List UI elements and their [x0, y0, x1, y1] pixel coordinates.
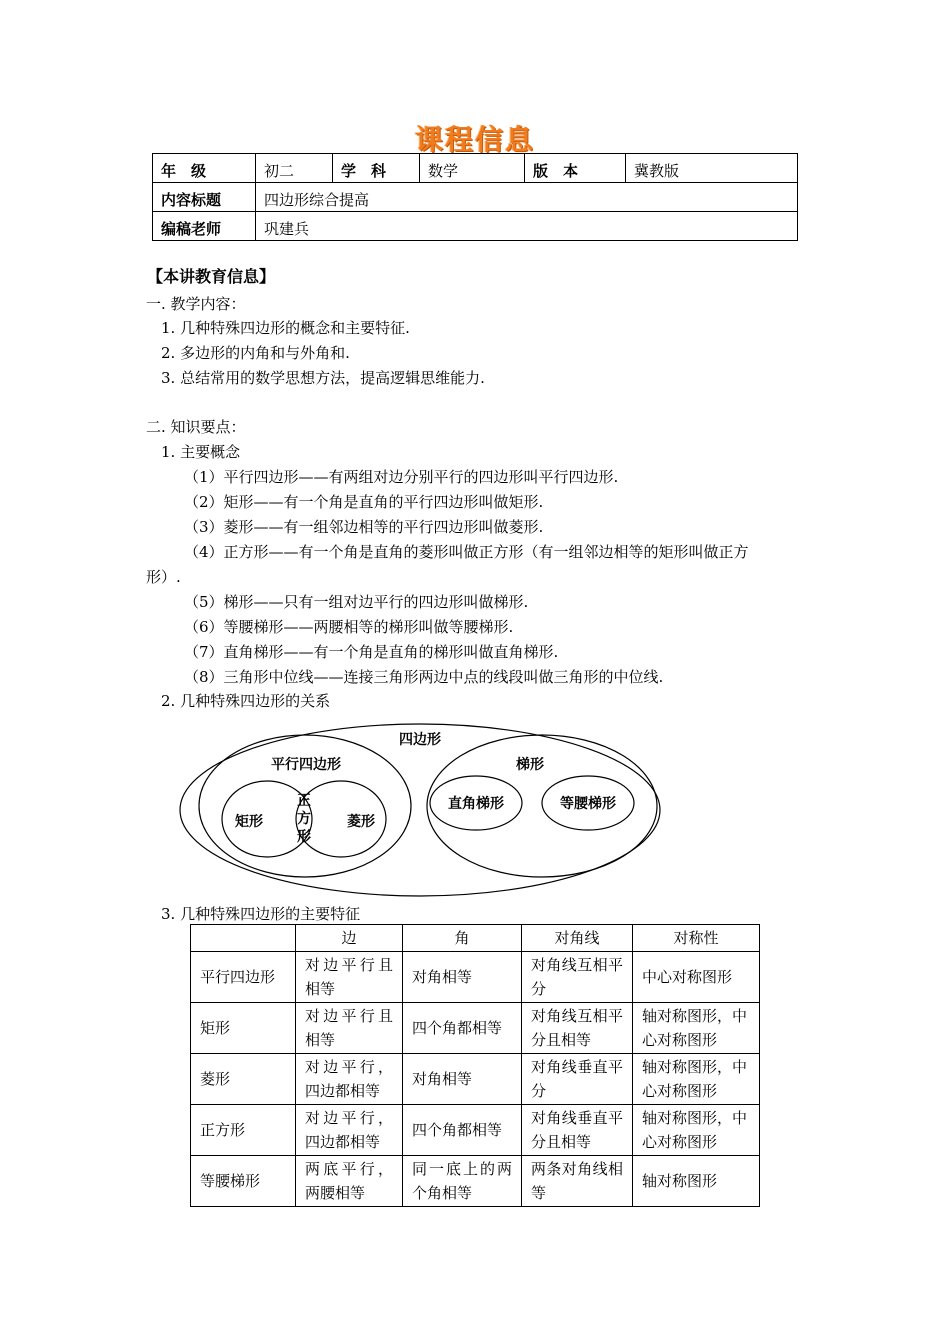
angle-feature: 四个角都相等: [403, 1003, 522, 1054]
concept-1: （1）平行四边形——有两组对边分别平行的四边形叫平行四边形.: [184, 468, 619, 486]
table-row: [191, 1105, 760, 1156]
venn-rectangle-label: 矩形: [235, 814, 263, 830]
venn-square-label-2: 方: [297, 811, 311, 827]
concept-4-cont: 形）.: [146, 568, 181, 586]
table-row: [191, 952, 760, 1003]
side-feature: 两底平行，两腰相等: [296, 1156, 403, 1207]
diagonal-feature: 两条对角线相等: [522, 1156, 633, 1207]
header-symmetry: 对称性: [633, 925, 760, 952]
venn-square-label-1: 正: [297, 793, 311, 809]
section-header: 【本讲教育信息】: [147, 267, 276, 286]
page-title: 课程信息: [414, 123, 535, 156]
concept-6: （6）等腰梯形——两腰相等的梯形叫做等腰梯形.: [184, 618, 514, 636]
venn-isosceles-trapezoid-label: 等腰梯形: [560, 796, 616, 812]
edition-label: 版 本: [525, 154, 626, 183]
edition-value: 冀教版: [626, 154, 798, 183]
part2-sub2: 2. 几种特殊四边形的关系: [161, 692, 331, 710]
concept-5: （5）梯形——只有一组对边平行的四边形叫做梯形.: [184, 593, 529, 611]
side-feature: 对边平行，四边都相等: [296, 1054, 403, 1105]
diagonal-feature: 对角线垂直平分且相等: [522, 1105, 633, 1156]
features-header-row: [191, 925, 760, 952]
symmetry-feature: 轴对称图形，中心对称图形: [633, 1105, 760, 1156]
part1-item-2: 2. 多边形的内角和与外角和.: [161, 344, 350, 362]
concept-7: （7）直角梯形——有一个角是直角的梯形叫做直角梯形.: [184, 643, 559, 661]
header-empty: [191, 925, 296, 952]
part2-sub1: 1. 主要概念: [161, 443, 241, 461]
table-row: [191, 1156, 760, 1207]
concept-3: （3）菱形——有一组邻边相等的平行四边形叫做菱形.: [184, 518, 544, 536]
angle-feature: 对角相等: [403, 952, 522, 1003]
diagonal-feature: 对角线垂直平分: [522, 1054, 633, 1105]
info-row-2: [153, 183, 798, 212]
concept-8: （8）三角形中位线——连接三角形两边中点的线段叫做三角形的中位线.: [184, 668, 664, 686]
table-row: [191, 1003, 760, 1054]
header-diagonal: 对角线: [522, 925, 633, 952]
angle-feature: 同一底上的两个角相等: [403, 1156, 522, 1207]
angle-feature: 对角相等: [403, 1054, 522, 1105]
part1-item-3: 3. 总结常用的数学思想方法，提高逻辑思维能力.: [161, 369, 485, 387]
table-row: [191, 1054, 760, 1105]
symmetry-feature: 中心对称图形: [633, 952, 760, 1003]
side-feature: 对边平行且相等: [296, 952, 403, 1003]
part2-heading: 二. 知识要点：: [146, 418, 246, 436]
shape-name: 正方形: [191, 1105, 296, 1156]
topic-value: 四边形综合提高: [256, 183, 798, 212]
venn-right-trapezoid-label: 直角梯形: [448, 796, 504, 812]
symmetry-feature: 轴对称图形: [633, 1156, 760, 1207]
angle-feature: 四个角都相等: [403, 1105, 522, 1156]
info-row-3: [153, 212, 798, 241]
header-side: 边: [296, 925, 403, 952]
part1-item-1: 1. 几种特殊四边形的概念和主要特征.: [161, 319, 410, 337]
grade-label: 年 级: [153, 154, 256, 183]
course-info-table: [152, 153, 798, 241]
side-feature: 对边平行且相等: [296, 1003, 403, 1054]
venn-diagram: [178, 722, 664, 898]
symmetry-feature: 轴对称图形，中心对称图形: [633, 1054, 760, 1105]
venn-parallelogram-label: 平行四边形: [271, 757, 341, 773]
info-row-1: [153, 154, 798, 183]
concept-2: （2）矩形——有一个角是直角的平行四边形叫做矩形.: [184, 493, 544, 511]
venn-rhombus-label: 菱形: [347, 814, 375, 830]
venn-quadrilateral-label: 四边形: [399, 732, 441, 748]
venn-square-label-3: 形: [297, 829, 311, 845]
subject-label: 学 科: [333, 154, 420, 183]
editor-value: 巩建兵: [256, 212, 798, 241]
topic-label: 内容标题: [153, 183, 256, 212]
symmetry-feature: 轴对称图形，中心对称图形: [633, 1003, 760, 1054]
concept-4: （4）正方形——有一个角是直角的菱形叫做正方形（有一组邻边相等的矩形叫做正方: [184, 543, 749, 561]
part2-sub3: 3. 几种特殊四边形的主要特征: [161, 905, 361, 923]
editor-label: 编稿老师: [153, 212, 256, 241]
grade-value: 初二: [256, 154, 333, 183]
part1-heading: 一. 教学内容：: [146, 295, 246, 313]
side-feature: 对边平行，四边都相等: [296, 1105, 403, 1156]
shape-name: 菱形: [191, 1054, 296, 1105]
subject-value: 数学: [420, 154, 525, 183]
shape-name: 矩形: [191, 1003, 296, 1054]
diagonal-feature: 对角线互相平分且相等: [522, 1003, 633, 1054]
venn-trapezoid-label: 梯形: [516, 757, 544, 773]
shape-name: 平行四边形: [191, 952, 296, 1003]
shape-name: 等腰梯形: [191, 1156, 296, 1207]
diagonal-feature: 对角线互相平分: [522, 952, 633, 1003]
features-table: [190, 924, 760, 1207]
header-angle: 角: [403, 925, 522, 952]
